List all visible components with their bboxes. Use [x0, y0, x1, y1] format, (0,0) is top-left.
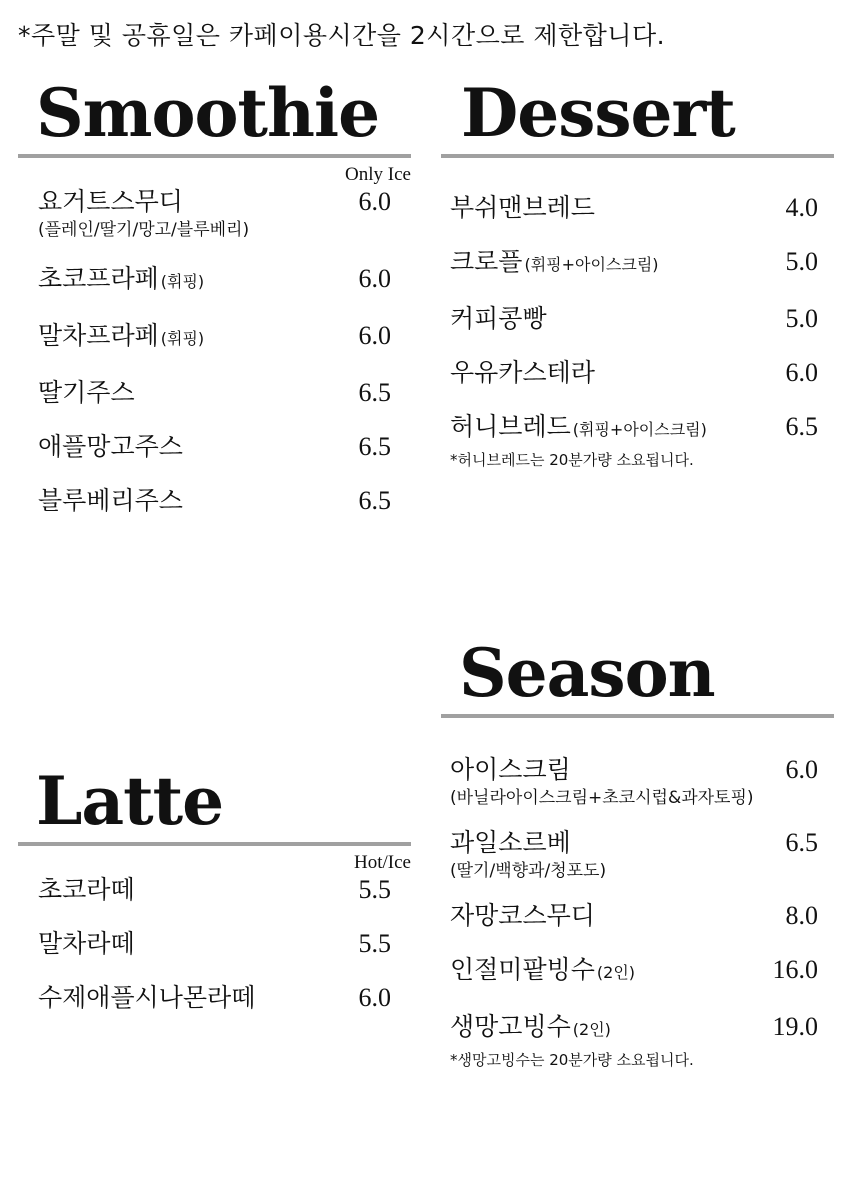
item-name: 커피콩빵	[450, 304, 547, 333]
divider	[18, 842, 411, 846]
item-name: 수제애플시나몬라떼	[38, 983, 256, 1012]
item-price: 6.5	[358, 378, 391, 407]
type-label: Hot/Ice	[354, 852, 411, 873]
menu-item	[38, 320, 391, 355]
item-price: 8.0	[785, 901, 818, 930]
item-name: 아이스크림	[450, 755, 571, 784]
item-price: 6.0	[358, 321, 391, 350]
menu-list	[441, 754, 834, 1070]
divider	[441, 154, 834, 158]
item-name: 말차프라페	[38, 321, 159, 350]
item-name: 요거트스무디	[38, 187, 183, 216]
item-price: 5.5	[358, 875, 391, 904]
menu-item	[450, 900, 818, 932]
weekend-notice: *주말 및 공휴일은 카페이용시간을 2시간으로 제한합니다.	[18, 21, 666, 50]
item-price: 4.0	[785, 193, 818, 222]
item-name: 말차라떼	[38, 929, 135, 958]
item-options: (딸기/백향과/청포도)	[450, 861, 607, 881]
section-title: Latte	[36, 762, 224, 840]
dessert-section	[441, 74, 834, 470]
item-options: (바닐라아이스크림+초코시럽&과자토핑)	[450, 788, 754, 808]
section-title: Smoothie	[36, 74, 380, 152]
footnote: *생망고빙수는 20분가량 소요됩니다.	[450, 1051, 694, 1069]
item-price: 16.0	[772, 955, 818, 984]
item-price: 6.0	[358, 983, 391, 1012]
item-price: 5.5	[358, 929, 391, 958]
item-price: 6.5	[358, 486, 391, 515]
menu-item	[38, 485, 391, 517]
item-name: 과일소르베	[450, 828, 571, 857]
item-options: (플레인/딸기/망고/블루베리)	[38, 220, 250, 240]
season-section	[441, 634, 834, 1070]
item-name: 초코프라페	[38, 264, 159, 293]
item-price: 6.0	[358, 264, 391, 293]
item-note: (2인)	[596, 963, 636, 982]
item-note: (휘핑+아이스크림)	[572, 420, 707, 439]
menu-item	[38, 928, 391, 960]
item-note: (휘핑)	[160, 329, 205, 348]
menu-item	[450, 754, 818, 809]
item-price: 6.0	[358, 187, 391, 216]
item-price: 5.0	[785, 304, 818, 333]
item-name: 허니브레드	[450, 412, 571, 441]
menu-list	[441, 192, 834, 470]
smoothie-section	[18, 74, 411, 517]
menu-item	[450, 192, 818, 224]
divider	[441, 714, 834, 718]
item-name: 크로플	[450, 247, 523, 276]
type-label: Only Ice	[345, 164, 411, 185]
footnote: *허니브레드는 20분가량 소요됩니다.	[450, 451, 694, 469]
menu-item	[450, 411, 818, 446]
menu-item	[38, 874, 391, 906]
menu-item	[450, 827, 818, 882]
section-title: Season	[459, 634, 715, 712]
menu-item	[38, 263, 391, 298]
item-name: 우유카스테라	[450, 358, 595, 387]
menu-item	[38, 377, 391, 409]
menu-item	[38, 186, 391, 241]
item-price: 6.0	[785, 358, 818, 387]
menu-item	[450, 357, 818, 389]
item-note: (휘핑+아이스크림)	[524, 255, 659, 274]
divider	[18, 154, 411, 158]
item-name: 애플망고주스	[38, 432, 183, 461]
section-title: Dessert	[461, 74, 735, 152]
menu-item	[450, 954, 818, 989]
item-name: 자망코스무디	[450, 901, 595, 930]
menu-list	[18, 874, 411, 1014]
menu-item	[38, 982, 391, 1014]
item-price: 6.5	[785, 828, 818, 857]
menu-list	[18, 186, 411, 517]
item-note: (2인)	[572, 1020, 611, 1039]
latte-section	[18, 762, 411, 1014]
item-name: 블루베리주스	[38, 486, 183, 515]
item-price: 6.5	[358, 432, 391, 461]
menu-item	[38, 431, 391, 463]
item-price: 6.5	[785, 412, 818, 441]
menu-item	[450, 246, 818, 281]
item-name: 초코라떼	[38, 875, 135, 904]
item-name: 인절미팥빙수	[450, 955, 595, 984]
item-price: 5.0	[785, 247, 818, 276]
item-name: 생망고빙수	[450, 1012, 571, 1041]
item-price: 19.0	[772, 1012, 818, 1041]
item-name: 딸기주스	[38, 378, 135, 407]
item-name: 부쉬맨브레드	[450, 193, 595, 222]
item-note: (휘핑)	[160, 272, 205, 291]
menu-item	[450, 1011, 818, 1046]
menu-item	[450, 303, 818, 335]
item-price: 6.0	[785, 755, 818, 784]
